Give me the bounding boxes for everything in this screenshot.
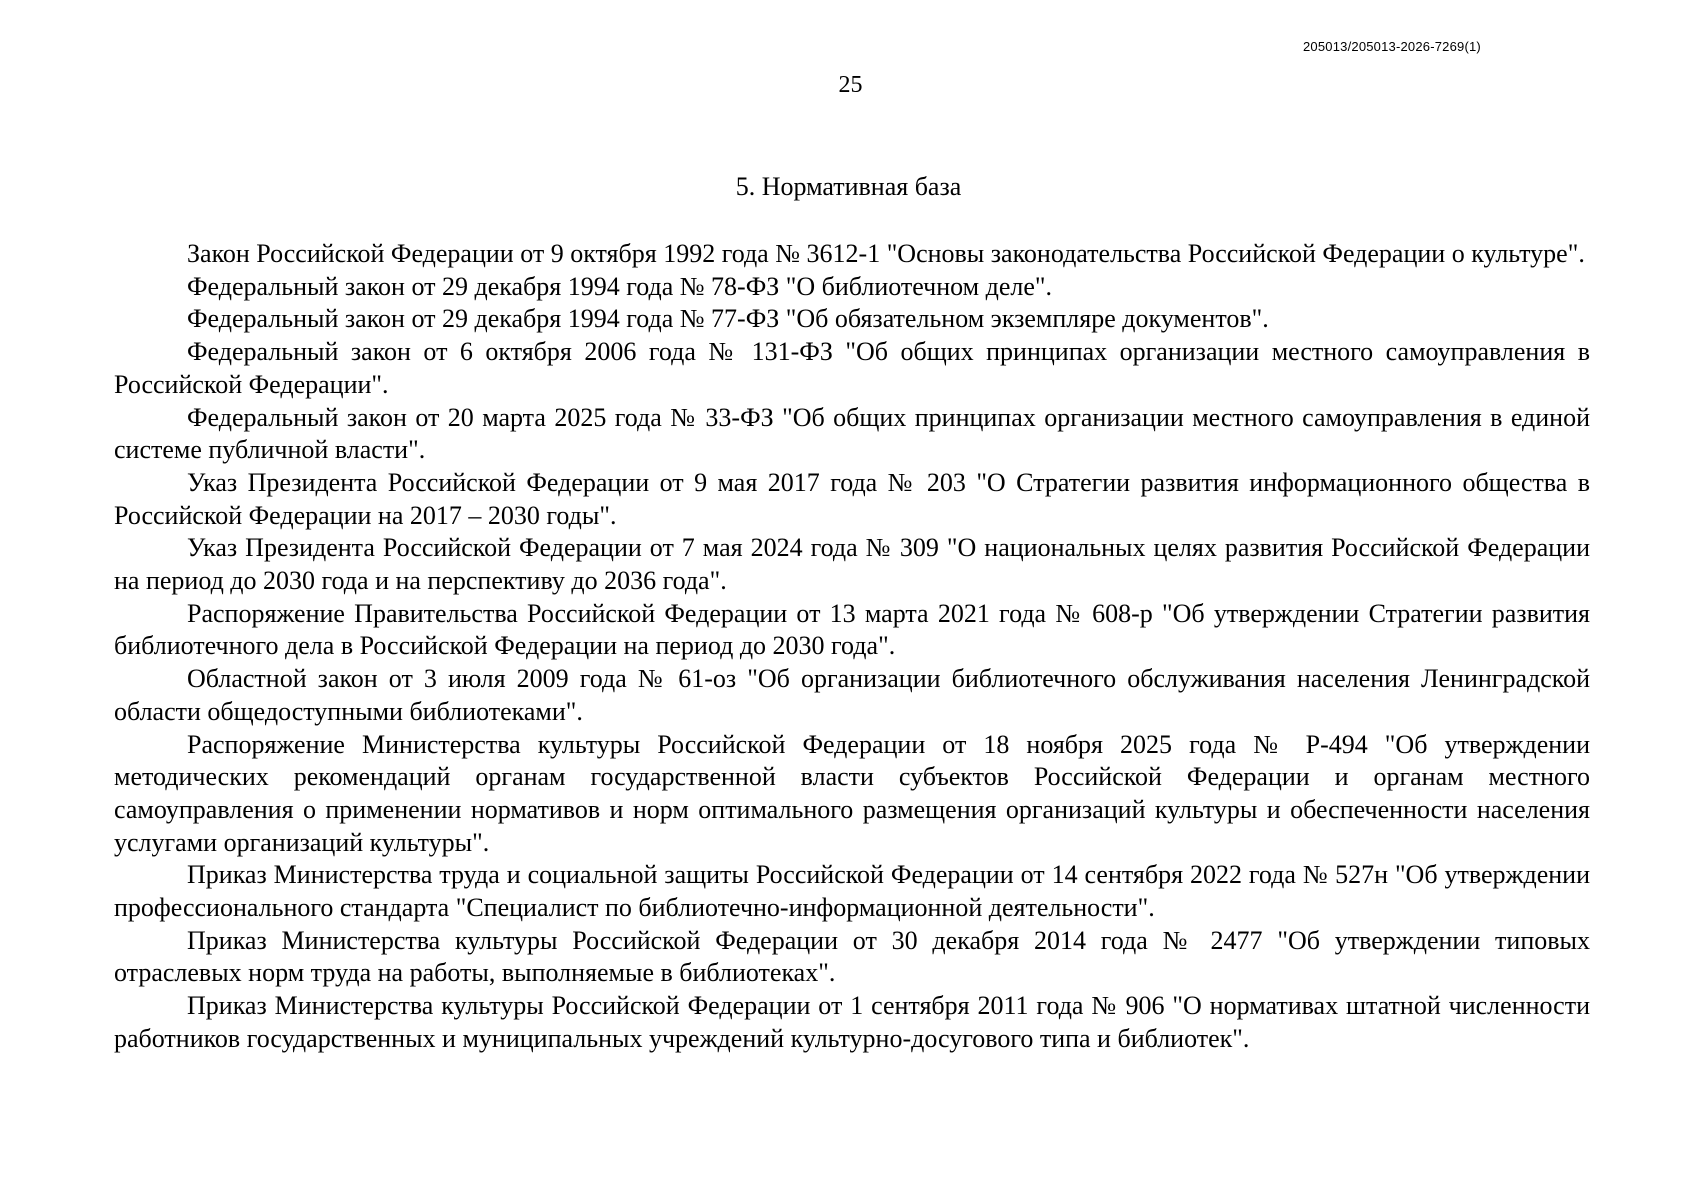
regulatory-item: Приказ Министерства труда и социальной защиты Российской Федерации от 14 сентября 2022 года № 527н "Об утверждении профессионального стандарта "Специалист по библиотечно-информационной деятельности". — [114, 860, 1590, 923]
regulatory-item: Федеральный закон от 20 марта 2025 года № 33-ФЗ "Об общих принципах организации местного самоуправления в единой системе публичной власти". — [114, 402, 1590, 465]
page-number: 25 — [838, 72, 863, 98]
regulatory-item: Приказ Министерства культуры Российской Федерации от 30 декабря 2014 года № 2477 "Об утверждении типовых отраслевых норм труда на работы, выполняемые в библиотеках". — [114, 925, 1590, 988]
regulatory-item: Областной закон от 3 июля 2009 года № 61-оз "Об организации библиотечного обслуживания населения Ленинградской области общедоступными библиотеками". — [114, 664, 1590, 726]
regulatory-item: Федеральный закон от 6 октября 2006 года № 131-ФЗ "Об общих принципах организации местного самоуправления в Российской Федерации". — [114, 337, 1590, 399]
regulatory-item: Закон Российской Федерации от 9 октября 1992 года № 3612-1 "Основы законодательства Российской Федерации о культуре". — [187, 239, 1585, 268]
regulatory-item: Распоряжение Правительства Российской Федерации от 13 марта 2021 года № 608-р "Об утверждении Стратегии развития библиотечного дела в Российской Федерации на период до 2030 года". — [114, 598, 1590, 661]
regulatory-item: Федеральный закон от 29 декабря 1994 года № 78-ФЗ "О библиотечном деле". — [187, 271, 1053, 301]
regulatory-item: Указ Президента Российской Федерации от 7 мая 2024 года № 309 "О национальных целях развития Российской Федерации на период до 2030 года и на перспективу до 2036 года". — [114, 533, 1590, 596]
regulatory-item: Распоряжение Министерства культуры Российской Федерации от 18 ноября 2025 года № Р-494 "Об утверждении методических рекомендаций органам государственной власти субъектов Российской Федерации и органам местного самоуправления о применении нормативов и норм оптимального размещения организаций культуры и обеспеченности населения услугами организаций культуры". — [114, 729, 1590, 857]
regulatory-item: Приказ Министерства культуры Российской Федерации от 1 сентября 2011 года № 906 "О нормативах штатной численности работников государственных и муниципальных учреждений культурно-досугового типа и библиотек". — [114, 991, 1590, 1053]
section-title: 5. Нормативная база — [735, 172, 962, 201]
regulatory-item: Указ Президента Российской Федерации от 9 мая 2017 года № 203 "О Стратегии развития информационного общества в Российской Федерации на 2017 – 2030 годы". — [114, 467, 1590, 530]
regulatory-item: Федеральный закон от 29 декабря 1994 года № 77-ФЗ "Об обязательном экземпляре документов". — [187, 304, 1269, 334]
regulatory-list — [114, 238, 1590, 1056]
document-registration-code: 205013/205013-2026-7269(1) — [1303, 39, 1481, 54]
